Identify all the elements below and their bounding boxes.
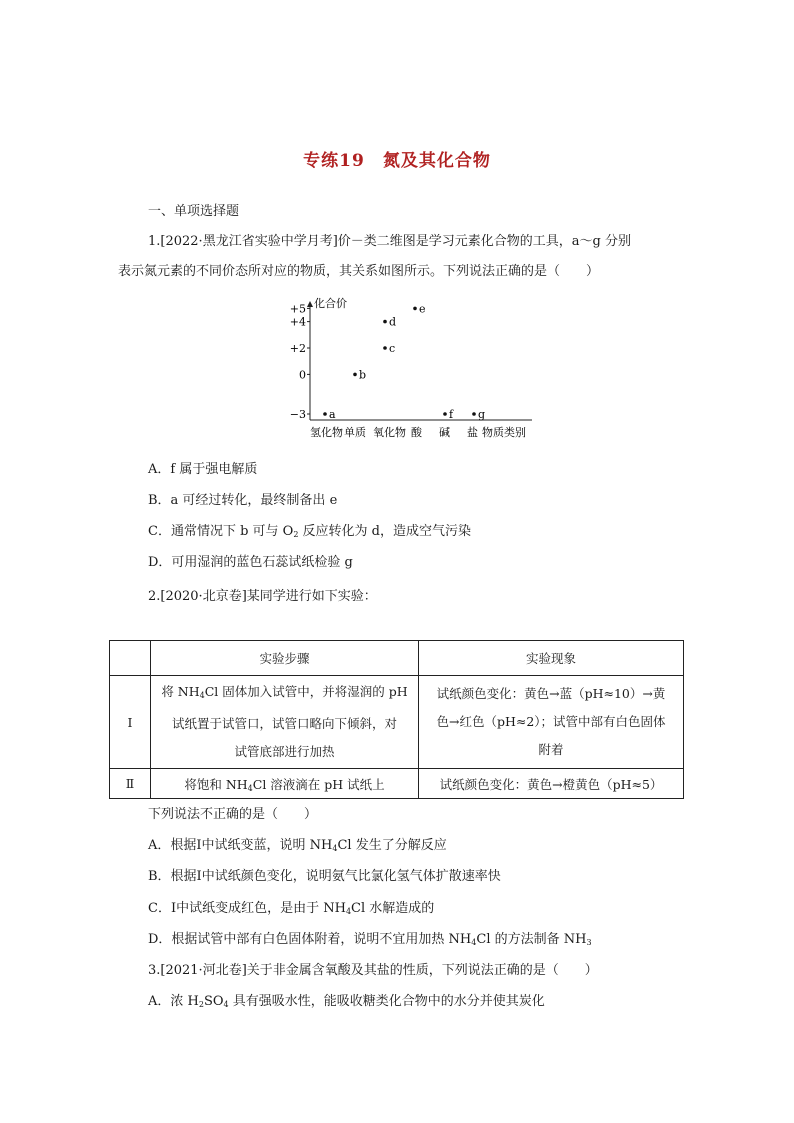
q1-option-b: B．a 可经过转化，最终制备出 e (148, 493, 338, 508)
x-categories (310, 425, 478, 439)
x-category-label: 碱 (439, 426, 450, 439)
data-point-label: f (449, 408, 454, 421)
data-point-e (413, 307, 417, 311)
q1-stem-line2: 表示氮元素的不同价态所对应的物质，其关系如图所示。下列说法正确的是（ ） (118, 264, 600, 279)
y-tick-label: 0 (299, 368, 306, 382)
q2-question: 下列说法不正确的是（ ） (148, 807, 318, 822)
y-ticks (290, 302, 310, 421)
row1-phenomena: 试纸颜色变化：黄色→蓝（pH≈10）→黄 色→红色（pH≈2）；试管中部有白色固体 附着 (419, 676, 684, 769)
row-id: Ⅰ (110, 676, 151, 769)
data-point-label: d (389, 315, 397, 329)
x-category-label: 单质 (344, 426, 366, 439)
x-category-label: 氧化物 (373, 426, 406, 439)
x-category-label: 酸 (411, 426, 422, 439)
data-point-label: e (419, 302, 426, 316)
x-category-label: 氢化物 (310, 426, 343, 439)
q2-intro: 2.[2020·北京卷]某同学进行如下实验： (148, 589, 377, 604)
q3-option-a: A．浓 $H_2SO_4$ 具有强吸水性，能吸收糖类化合物中的水分并使其炭化 (148, 994, 545, 1009)
x-axis-label: 物质类别 (482, 426, 526, 439)
data-points (323, 302, 485, 421)
row2-steps: 将饱和 $NH_4Cl$ 溶液滴在 pH 试纸上 (151, 769, 419, 799)
valence-category-chart (280, 290, 540, 445)
table-header-empty (110, 641, 151, 676)
x-category-label: 盐 (467, 426, 478, 439)
data-point-a (323, 412, 327, 416)
table-header-steps: 实验步骤 (151, 641, 419, 676)
row2-phenomena: 试纸颜色变化：黄色→橙黄色（pH≈5） (419, 769, 684, 799)
row1-steps: 将 $NH_4Cl$ 固体加入试管中，并将湿润的 pH 试纸置于试管口，试管口略向下倾斜，对 试管底部进行加热 (151, 676, 419, 769)
table-header-row (110, 641, 684, 676)
data-point-label: a (329, 408, 336, 421)
q2-option-a: A．根据Ⅰ中试纸变蓝，说明 $NH_4Cl$ 发生了分解反应 (148, 838, 447, 853)
section-heading: 一、单项选择题 (148, 204, 240, 219)
y-axis-label: 化合价 (314, 297, 347, 310)
table-row (110, 676, 684, 769)
row-id: Ⅱ (110, 769, 151, 799)
data-point-b (353, 373, 357, 377)
q1-option-d: D．可用湿润的蓝色石蕊试纸检验 g (148, 555, 353, 570)
y-tick-label: −3 (289, 408, 306, 421)
data-point-f (443, 412, 447, 416)
page-title: 专练19 氮及其化合物 (303, 151, 491, 171)
q3-intro: 3.[2021·河北卷]关于非金属含氧酸及其盐的性质，下列说法正确的是（ ） (148, 963, 598, 978)
q1-option-a: A．f 属于强电解质 (148, 462, 258, 477)
y-tick-label: +5 (289, 302, 306, 316)
data-point-label: b (359, 368, 367, 382)
q1-stem-line1: 1.[2022·黑龙江省实验中学月考]价－类二维图是学习元素化合物的工具，a～g 分别 (148, 234, 631, 249)
y-tick-label: +2 (289, 342, 306, 355)
data-point-label: g (478, 408, 486, 421)
table-header-phenomena: 实验现象 (419, 641, 684, 676)
q2-option-b: B．根据Ⅰ中试纸颜色变化，说明氨气比氯化氢气体扩散速率快 (148, 869, 501, 884)
q1-option-c: C．通常情况下 b 可与 $O_2$ 反应转化为 d，造成空气污染 (148, 524, 472, 539)
experiment-table (109, 640, 684, 799)
q2-option-c: C．Ⅰ中试纸变成红色，是由于 $NH_4Cl$ 水解造成的 (148, 901, 435, 916)
y-tick-label: +4 (289, 315, 306, 329)
q2-option-d: D．根据试管中部有白色固体附着，说明不宜用加热 $NH_4Cl$ 的方法制备 $NH_3$ (148, 932, 592, 947)
data-point-g (472, 412, 476, 416)
table-row (110, 769, 684, 799)
data-point-label: c (389, 342, 396, 355)
data-point-c (383, 346, 387, 350)
data-point-d (383, 320, 387, 324)
